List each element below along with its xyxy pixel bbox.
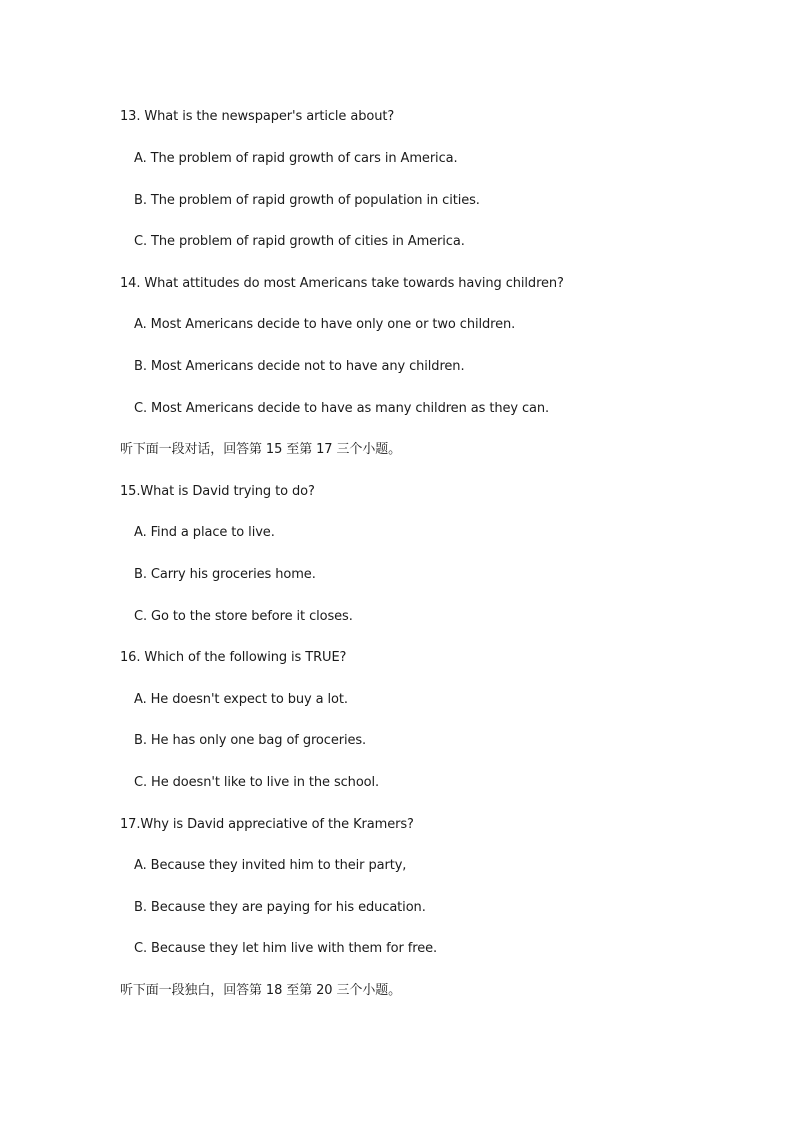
question-14-option-a: A. Most Americans decide to have only one or two children. xyxy=(134,317,516,332)
question-13-option-c: C. The problem of rapid growth of cities in America. xyxy=(134,234,465,249)
question-13-option-a: A. The problem of rapid growth of cars in America. xyxy=(134,151,458,166)
question-14-stem: 14. What attitudes do most Americans take towards having children? xyxy=(120,276,564,291)
question-16-stem: 16. Which of the following is TRUE? xyxy=(120,650,347,665)
question-17-option-a: A. Because they invited him to their party, xyxy=(134,858,407,873)
question-15-option-a: A. Find a place to live. xyxy=(134,525,275,540)
question-17-option-b: B. Because they are paying for his education. xyxy=(134,900,426,915)
question-15-option-b: B. Carry his groceries home. xyxy=(134,567,316,582)
question-15-stem: 15.What is David trying to do? xyxy=(120,484,315,499)
question-16-option-b: B. He has only one bag of groceries. xyxy=(134,733,367,748)
question-16-option-a: A. He doesn't expect to buy a lot. xyxy=(134,692,348,707)
question-14-option-b: B. Most Americans decide not to have any children. xyxy=(134,359,465,374)
question-14-option-c: C. Most Americans decide to have as many children as they can. xyxy=(134,401,550,416)
question-15-option-c: C. Go to the store before it closes. xyxy=(134,609,353,624)
question-13-option-b: B. The problem of rapid growth of population in cities. xyxy=(134,193,480,208)
question-13-stem: 13. What is the newspaper's article about? xyxy=(120,109,395,124)
question-16-option-c: C. He doesn't like to live in the school. xyxy=(134,775,380,790)
question-17-stem: 17.Why is David appreciative of the Kramers? xyxy=(120,817,414,832)
listening-instruction-dialogue: 听下面一段对话，回答第 15 至第 17 三个小题。 xyxy=(120,442,402,457)
listening-instruction-monologue: 听下面一段独白，回答第 18 至第 20 三个小题。 xyxy=(120,983,402,998)
question-17-option-c: C. Because they let him live with them for free. xyxy=(134,941,438,956)
